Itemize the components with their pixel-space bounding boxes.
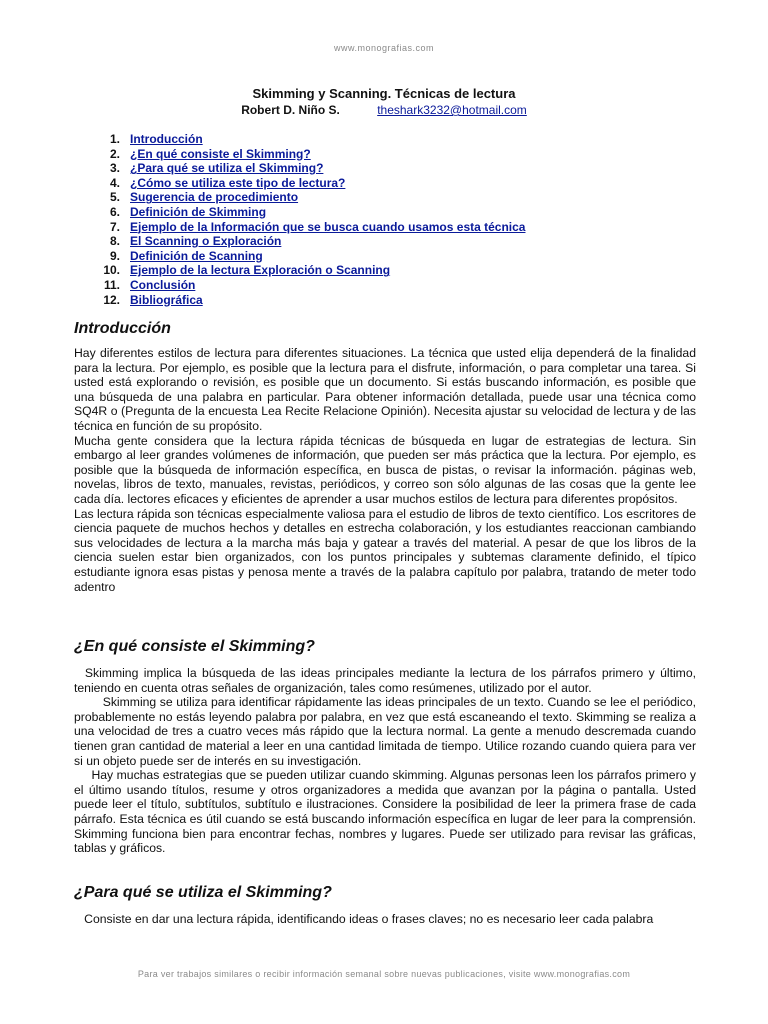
paragraph: Hay muchas estrategias que se pueden utilizar cuando skimming. Algunas personas leen los párrafos primero y el último usando títulos, resume y otros organizadores a medida que avanzan por la página o pantalla. Usted puede leer el título, subtítulos, subtítulo e ilustraciones. Considere la posibilidad de leer la primera frase de cada párrafo. Esta técnica es útil cuando se está buscando información específica en lugar de leer para la comprensión. Skimming funciona bien para encontrar fechas, nombres y lugares. Puede ser utilizado para revisar las gráficas, tablas y gráficos. xyxy=(74,768,700,856)
toc-number: 2. xyxy=(109,146,120,161)
toc-item xyxy=(94,278,525,293)
toc-item xyxy=(94,234,525,249)
section-en-que-consiste xyxy=(74,638,700,856)
toc-item xyxy=(94,132,525,147)
toc-number: 3. xyxy=(109,161,120,176)
toc-number: 7. xyxy=(109,219,120,234)
footer-note: Para ver trabajos similares o recibir información semanal sobre nuevas publicaciones, visite www.monografias.com xyxy=(137,969,631,979)
paragraph: Hay diferentes estilos de lectura para diferentes situaciones. La técnica que usted elija dependerá de la finalidad para la lectura. Por ejemplo, es posible que la lectura para el disfrute, información, o para completar una tarea. Si usted está explorando o revisión, es posible que un documento. Si estás buscando información, es posible que una búsqueda de una palabra en particular. Para obtener información detallada, puede usar una técnica como SQ4R o (Pregunta de la encuesta Lea Recite Relacione Opinión). Necesita ajustar su velocidad de lectura y de las técnica en función de su propósito. xyxy=(74,346,696,433)
toc-link[interactable]: Definición de Skimming xyxy=(130,204,267,219)
toc-link[interactable]: Ejemplo de la lectura Exploración o Scanning xyxy=(130,263,391,278)
paragraph: Las lectura rápida son técnicas especialmente valiosa para el estudio de libros de texto científico. Los escritores de ciencia paquete de muchos hechos y detalles en estrecha colaboración, y los estudiantes reaccionan cambiando sus velocidades de lectura a la marcha más baja y gatear a través del material. A pesar de que los libros de la ciencia suelen estar bien organizados, con los puntos principales y subtemas claramente definido, el típico estudiante ignora esas pistas y penosa mente a través de la palabra capítulo por palabra, tratando de meter todo adentro xyxy=(74,506,696,594)
toc-item xyxy=(94,263,525,278)
toc-link[interactable]: Conclusión xyxy=(130,277,196,292)
toc-number: 4. xyxy=(109,175,120,190)
document-title: Skimming y Scanning. Técnicas de lectura xyxy=(252,86,516,101)
author-email-link[interactable]: theshark3232@hotmail.com xyxy=(377,103,527,117)
toc-link[interactable]: Introducción xyxy=(130,132,203,146)
toc-number: 1. xyxy=(109,132,120,146)
toc-link[interactable]: ¿Para qué se utiliza el Skimming? xyxy=(130,161,324,176)
toc-item xyxy=(94,161,525,176)
toc-number: 12. xyxy=(103,292,120,307)
toc-number: 5. xyxy=(109,190,120,205)
toc-number: 10. xyxy=(103,263,120,278)
paragraph: Skimming se utiliza para identificar rápidamente las ideas principales de un texto. Cuando se lee el periódico, probablemente no estás leyendo palabra por palabra, en vez que está escaneando el texto. Skimming se realiza a una velocidad de tres a cuatro veces más rápido que la lectura normal. La gente a menudo descremada cuando tienen gran cantidad de material a leer en una cantidad limitada de tiempo. Utilice rozando cuando quiera para ver si un objeto puede ser de interés en su investigación. xyxy=(74,695,700,768)
toc-item xyxy=(94,176,525,191)
paragraph: Mucha gente considera que la lectura rápida técnicas de búsqueda en lugar de estrategias de lectura. Sin embargo al leer grandes volúmenes de información, que pueden ser más práctica que la lectura. Por ejemplo, es posible que la búsqueda de información específica, en busca de pistas, o revisar la información. páginas web, novelas, libros de texto, manuales, revistas, periódicos, y correo son sólo algunas de las cosas que la gente lee cada día. lectores eficaces y eficientes de aprender a usar muchos estilos de lectura para diferentes propósitos. xyxy=(74,433,696,506)
table-of-contents xyxy=(94,132,525,307)
header-url: www.monografias.com xyxy=(333,43,435,53)
toc-item xyxy=(94,147,525,162)
toc-number: 8. xyxy=(109,234,120,249)
author-name: Robert D. Niño S. xyxy=(241,103,340,117)
toc-link[interactable]: ¿En qué consiste el Skimming? xyxy=(130,146,311,161)
toc-item xyxy=(94,190,525,205)
section-heading: ¿Para qué se utiliza el Skimming? xyxy=(74,884,332,901)
paragraph: Consiste en dar una lectura rápida, identificando ideas o frases claves; no es necesario leer cada palabra xyxy=(74,912,654,926)
toc-link[interactable]: Definición de Scanning xyxy=(130,248,263,263)
section-introduccion xyxy=(74,320,696,594)
toc-number: 11. xyxy=(103,277,120,292)
section-heading: Introducción xyxy=(74,320,171,337)
paragraph: Skimming implica la búsqueda de las ideas principales mediante la lectura de los párrafos primero y último, teniendo en cuenta otras señales de organización, tales como resúmenes, utilizado por el autor. xyxy=(74,666,700,695)
toc-link[interactable]: Ejemplo de la Información que se busca cuando usamos esta técnica xyxy=(130,219,526,234)
toc-item xyxy=(94,249,525,264)
toc-link[interactable]: ¿Cómo se utiliza este tipo de lectura? xyxy=(130,175,346,190)
toc-link[interactable]: Sugerencia de procedimiento xyxy=(130,190,299,205)
toc-link[interactable]: Bibliográfica xyxy=(130,292,203,307)
toc-number: 6. xyxy=(109,204,120,219)
toc-item xyxy=(94,205,525,220)
toc-link[interactable]: El Scanning o Exploración xyxy=(130,234,282,249)
author-row xyxy=(0,103,768,117)
toc-item xyxy=(94,293,525,308)
toc-number: 9. xyxy=(109,248,120,263)
toc-item xyxy=(94,220,525,235)
section-para-que-se-utiliza xyxy=(74,884,696,927)
section-heading: ¿En qué consiste el Skimming? xyxy=(74,638,315,655)
